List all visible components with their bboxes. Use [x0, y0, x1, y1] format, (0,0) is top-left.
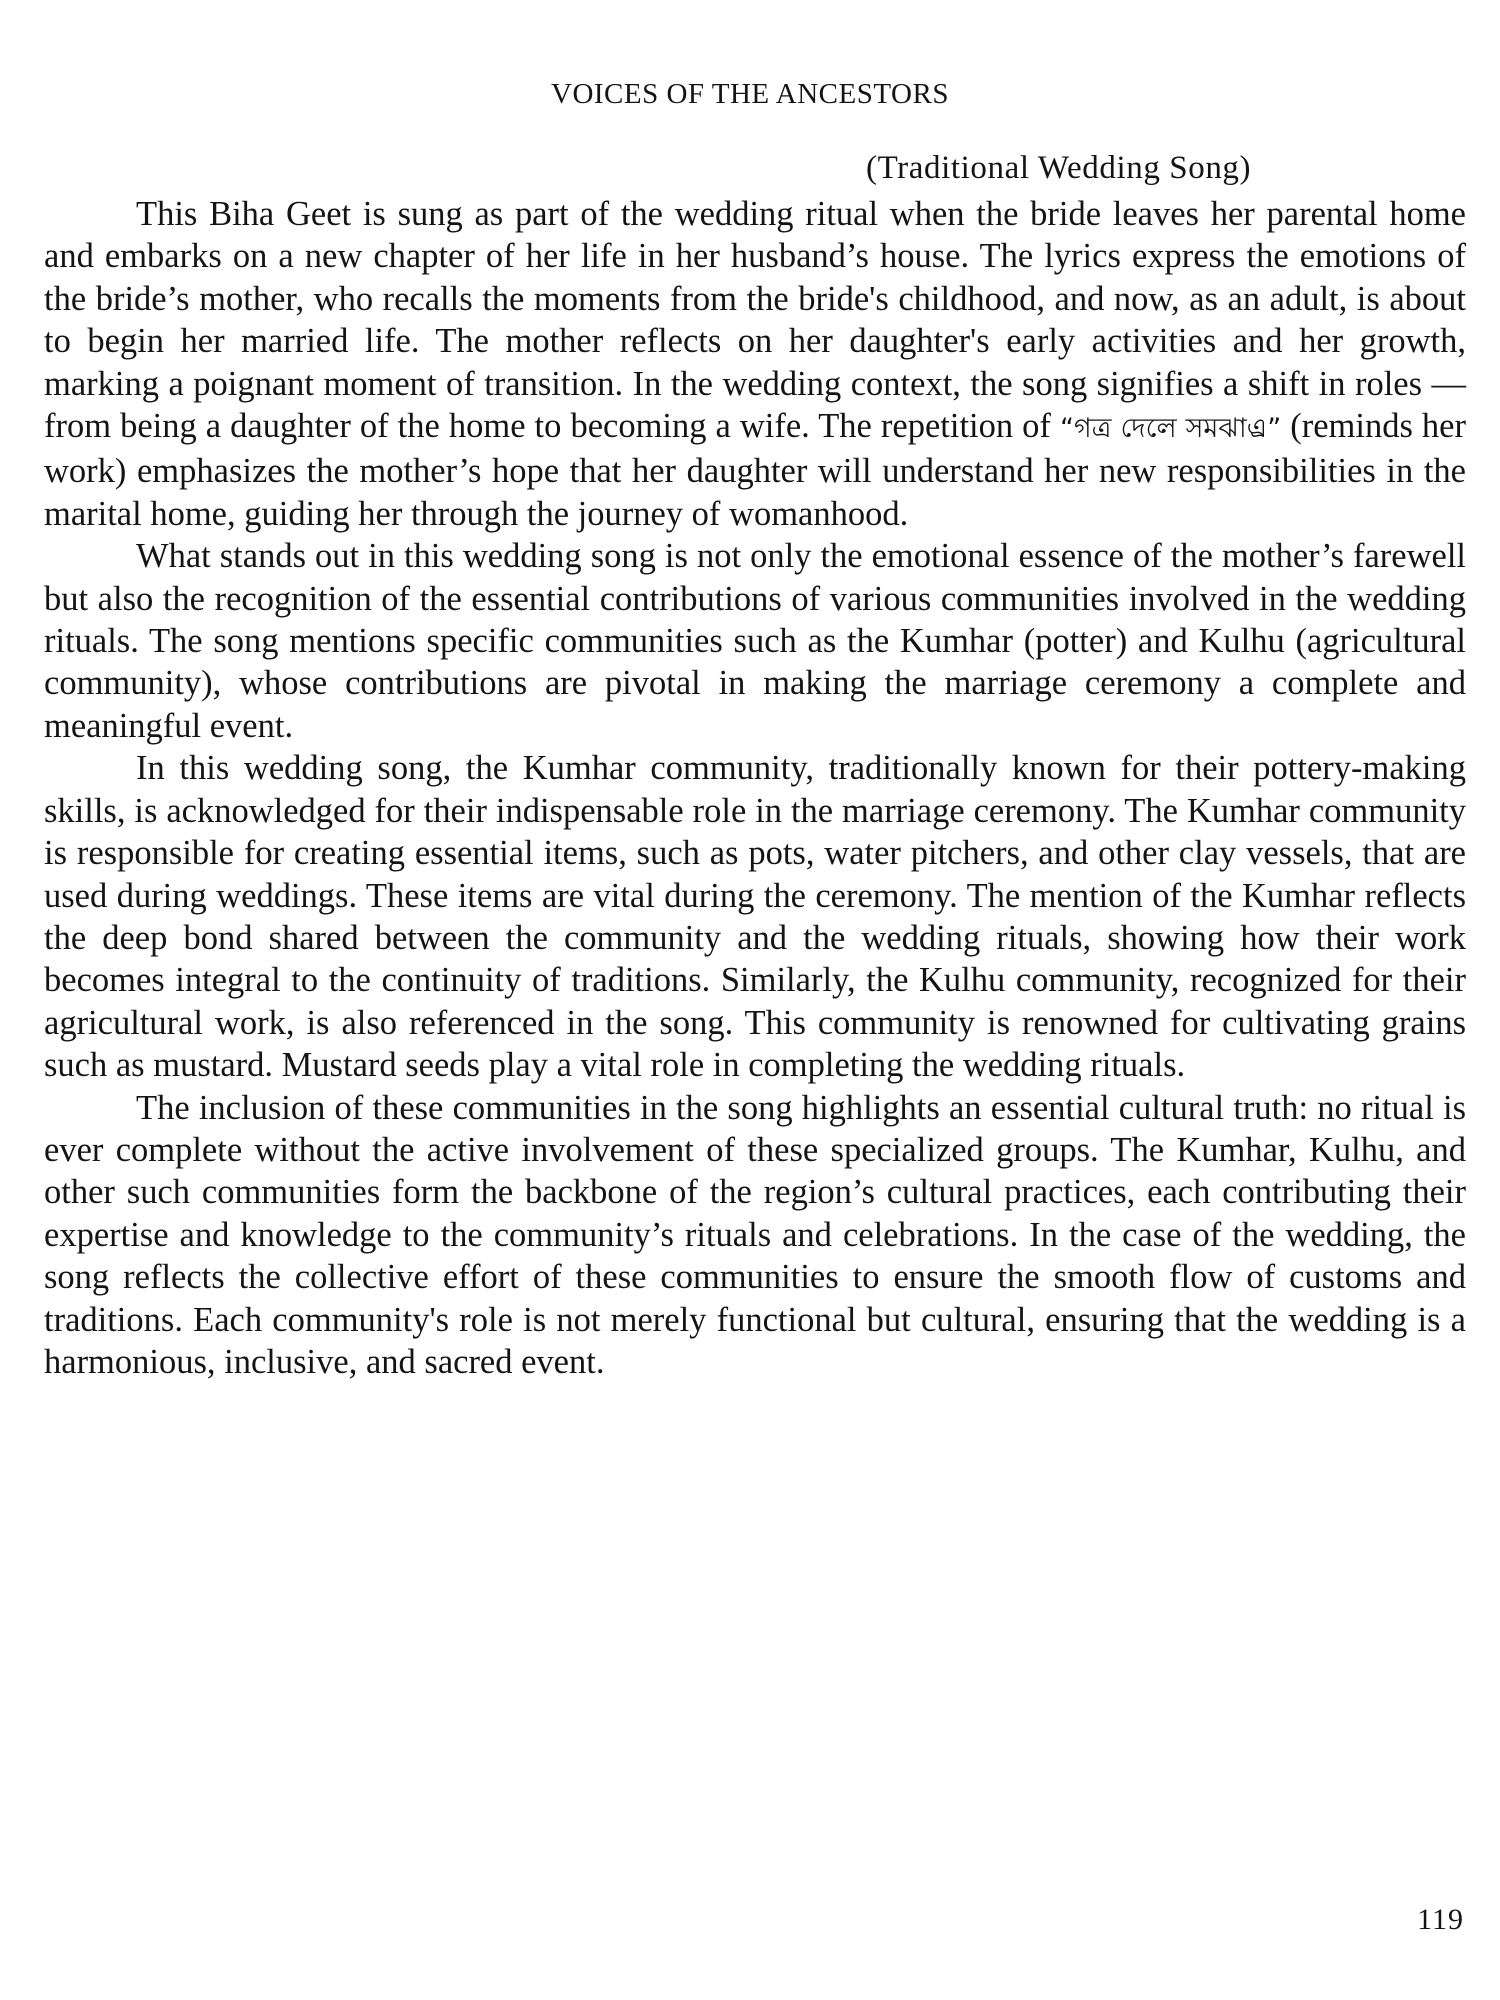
- paragraph-1-part-1: This Biha Geet is sung as part of the wedding ritual when the bride leaves her parental home and embarks on a new chapter of her life in her husband’s house. The lyrics express the emotions of the bride’s mother, who recalls the moments from the bride's childhood, and now, as an adult, is about to begin her married life. The mother reflects on her daughter's early activities and her growth, marking a poignant moment of transition. In the wedding context, the song signifies a shift in roles — from being a daughter of the home to becoming a wife. The repetition of: [44, 195, 1466, 446]
- paragraph-3: In this wedding song, the Kumhar community, traditionally known for their pottery-making skills, is acknowledged for their indispensable role in the marriage ceremony. The Kumhar community is responsible for creating essential items, such as pots, water pitchers, and other clay vessels, that are used during weddings. These items are vital during the ceremony. The mention of the Kumhar reflects the deep bond shared between the community and the wedding rituals, showing how their work becomes integral to the continuity of traditions. Similarly, the Kulhu community, recognized for their agricultural work, is also referenced in the song. This community is renowned for cultivating grains such as mustard. Mustard seeds play a vital role in completing the wedding rituals.: [44, 749, 1466, 1085]
- page-number: 119: [1417, 1903, 1464, 1936]
- paragraph-2: What stands out in this wedding song is not only the emotional essence of the mother’s farewell but also the recognition of the essential contributions of various communities involved in the wedding rituals. The song mentions specific communities such as the Kumhar (potter) and Kulhu (agricultural community), whose contributions are pivotal in making the marriage ceremony a complete and meaningful event.: [44, 537, 1466, 745]
- paragraph-1: [44, 193, 1466, 535]
- running-title: VOICES OF THE ANCESTORS: [551, 78, 949, 110]
- bengali-quote: “গত্র দেলে সমঝাএ্র”: [1059, 413, 1282, 445]
- song-subtitle: (Traditional Wedding Song): [866, 150, 1252, 186]
- body-text: [44, 193, 1466, 1383]
- paragraph-1-part-2: (reminds her work) emphasizes the mother’s hope that her daughter will understand her new responsibilities in the marital home, guiding her through the journey of womanhood.: [44, 407, 1466, 533]
- paragraph-4: The inclusion of these communities in the song highlights an essential cultural truth: no ritual is ever complete without the active involvement of these specialized groups. The Kumhar, Kulhu, and other such communities form the backbone of the region’s cultural practices, each contributing their expertise and knowledge to the community’s rituals and celebrations. In the case of the wedding, the song reflects the collective effort of these communities to ensure the smooth flow of customs and traditions. Each community's role is not merely functional but cultural, ensuring that the wedding is a harmonious, inclusive, and sacred event.: [44, 1088, 1466, 1381]
